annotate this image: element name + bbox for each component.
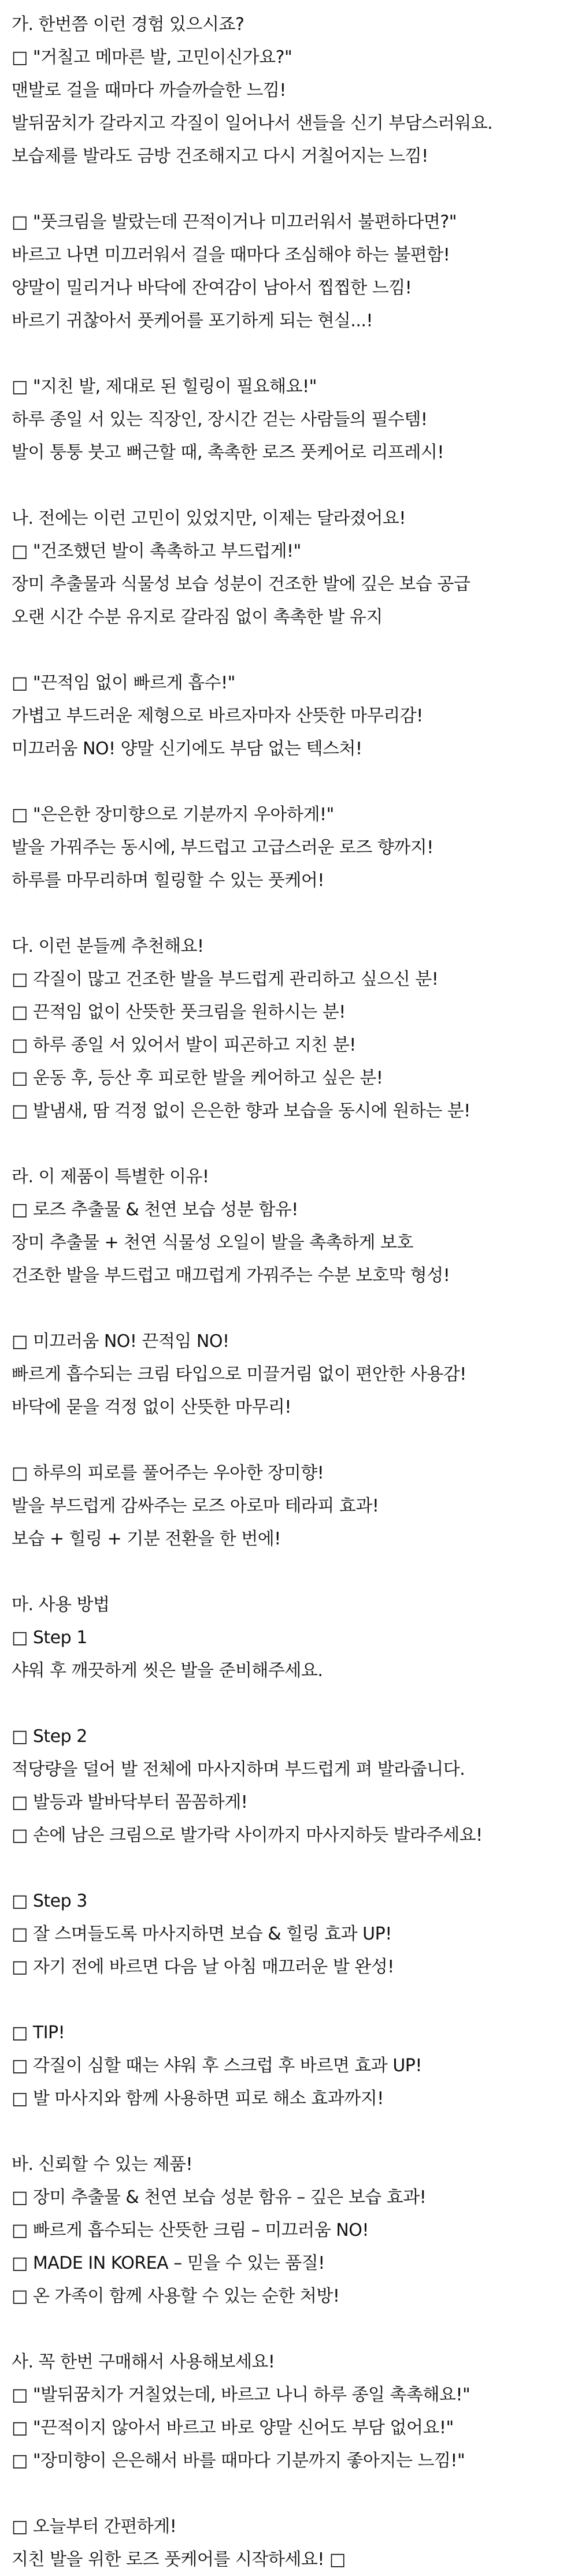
text-line: 바르기 귀찮아서 풋케어를 포기하게 되는 현실...! [12, 311, 373, 331]
blank-line [12, 337, 578, 370]
text-line: □ "지친 발, 제대로 된 힐링이 필요해요!" [12, 377, 317, 397]
text-line: □ Step 2 [12, 1726, 87, 1747]
text-line: 양말이 밀리거나 바닥에 잔여감이 남아서 찝찝한 느낌! [12, 278, 412, 298]
text-line: 장미 추출물 + 천연 식물성 오일이 발을 촉촉하게 보호 [12, 1233, 414, 1253]
text-line: □ 자기 전에 바르면 다음 날 아침 매끄러운 발 완성! [12, 1957, 394, 1977]
text-line: 발뒤꿈치가 갈라지고 각질이 일어나서 샌들을 신기 부담스러워요. [12, 113, 493, 133]
text-line: □ 끈적임 없이 산뜻한 풋크림을 원하시는 분! [12, 1002, 346, 1022]
text-line: □ 빠르게 흡수되는 산뜻한 크림 – 미끄러움 NO! [12, 2220, 369, 2240]
blank-line [12, 634, 578, 667]
blank-line [12, 765, 578, 798]
text-line: 하루를 마무리하며 힐링할 수 있는 풋케어! [12, 870, 324, 891]
text-line: □ "끈적이지 않아서 바르고 바로 양말 신어도 부담 없어요!" [12, 2418, 454, 2438]
blank-line [12, 1983, 578, 2016]
text-line: 가. 한번쯤 이런 경험 있으시죠? [12, 14, 244, 35]
text-line: □ 잘 스며들도록 마사지하면 보습 & 힐링 효과 UP! [12, 1924, 392, 1944]
blank-line [12, 1292, 578, 1325]
text-line: □ "발뒤꿈치가 거칠었는데, 바르고 나니 하루 종일 촉촉해요!" [12, 2385, 470, 2405]
blank-line [12, 173, 578, 206]
text-line: 발이 퉁퉁 붓고 뻐근할 때, 촉촉한 로즈 풋케어로 리프레시! [12, 442, 444, 463]
text-line: 가볍고 부드러운 제형으로 바르자마자 산뜻한 마무리감! [12, 706, 423, 726]
text-line: □ Step 1 [12, 1628, 87, 1648]
blank-line [12, 1555, 578, 1588]
blank-line [12, 1424, 578, 1457]
text-line: □ 로즈 추출물 & 천연 보습 성분 함유! [12, 1200, 298, 1220]
text-line: □ Step 3 [12, 1891, 87, 1911]
text-line: □ 발냄새, 땀 걱정 없이 은은한 향과 보습을 동시에 원하는 분! [12, 1101, 470, 1121]
text-line: □ MADE IN KOREA – 믿을 수 있는 품질! [12, 2253, 325, 2273]
text-line: □ "거칠고 메마른 발, 고민이신가요?" [12, 47, 292, 68]
text-line: □ "건조했던 발이 촉촉하고 부드럽게!" [12, 541, 301, 561]
blank-line [12, 1852, 578, 1885]
blank-line [12, 2477, 578, 2510]
blank-line [12, 469, 578, 502]
text-line: 미끄러움 NO! 양말 신기에도 부담 없는 텍스처! [12, 739, 362, 759]
text-line: □ 운동 후, 등산 후 피로한 발을 케어하고 싶은 분! [12, 1068, 383, 1088]
text-line: 발을 부드럽게 감싸주는 로즈 아로마 테라피 효과! [12, 1496, 379, 1516]
text-line: 라. 이 제품이 특별한 이유! [12, 1167, 209, 1187]
blank-line [12, 1127, 578, 1160]
blank-line [12, 897, 578, 930]
text-line: □ 장미 추출물 & 천연 보습 성분 함유 – 깊은 보습 효과! [12, 2187, 427, 2208]
text-line: 오랜 시간 수분 유지로 갈라짐 없이 촉촉한 발 유지 [12, 607, 383, 627]
text-line: □ "끈적임 없이 빠르게 흡수!" [12, 673, 235, 693]
text-line: □ "은은한 장미향으로 기분까지 우아하게!" [12, 805, 334, 825]
text-line: □ 손에 남은 크림으로 발가락 사이까지 마사지하듯 발라주세요! [12, 1825, 483, 1845]
text-line: □ 온 가족이 함께 사용할 수 있는 순한 처방! [12, 2286, 340, 2306]
text-line: □ 발 마사지와 함께 사용하면 피로 해소 효과까지! [12, 2089, 384, 2109]
text-line: 나. 전에는 이런 고민이 있었지만, 이제는 달라졌어요! [12, 508, 406, 528]
text-line: 건조한 발을 부드럽고 매끄럽게 가꿔주는 수분 보호막 형성! [12, 1265, 450, 1286]
text-line: 바. 신뢰할 수 있는 제품! [12, 2154, 193, 2175]
text-line: 마. 사용 방법 [12, 1595, 110, 1615]
text-line: □ 각질이 심할 때는 샤워 후 스크럽 후 바르면 효과 UP! [12, 2056, 422, 2076]
text-line: □ 각질이 많고 건조한 발을 부드럽게 관리하고 싶으신 분! [12, 969, 439, 989]
text-line: 발을 가꿔주는 동시에, 부드럽고 고급스러운 로즈 향까지! [12, 837, 433, 858]
text-line: □ TIP! [12, 2023, 65, 2043]
text-line: 다. 이런 분들께 추천해요! [12, 936, 204, 956]
text-line: 하루 종일 서 있는 직장인, 장시간 걷는 사람들의 필수템! [12, 410, 428, 430]
blank-line [12, 2115, 578, 2148]
text-line: □ 하루 종일 서 있어서 발이 피곤하고 지친 분! [12, 1035, 356, 1055]
text-line: □ 미끄러움 NO! 끈적임 NO! [12, 1331, 229, 1352]
text-line: 바닥에 묻을 걱정 없이 산뜻한 마무리! [12, 1397, 291, 1417]
text-line: □ 하루의 피로를 풀어주는 우아한 장미향! [12, 1463, 324, 1483]
text-line: 바르고 나면 미끄러워서 걸을 때마다 조심해야 하는 불편함! [12, 245, 450, 265]
text-line: 적당량을 덜어 발 전체에 마사지하며 부드럽게 펴 발라줍니다. [12, 1759, 465, 1780]
text-line: 맨발로 걸을 때마다 까슬까슬한 느낌! [12, 80, 286, 100]
text-line: 보습제를 발라도 금방 건조해지고 다시 거칠어지는 느낌! [12, 146, 428, 166]
blank-line [12, 1687, 578, 1720]
text-line: 지친 발을 위한 로즈 풋케어를 시작하세요! □ [12, 2549, 346, 2570]
text-line: 샤워 후 깨끗하게 씻은 발을 준비해주세요. [12, 1661, 323, 1681]
text-line: □ 오늘부터 간편하게! [12, 2517, 177, 2537]
text-line: □ "풋크림을 발랐는데 끈적이거나 미끄러워서 불편하다면?" [12, 212, 457, 232]
blank-line [12, 2313, 578, 2346]
text-line: □ 발등과 발바닥부터 꼼꼼하게! [12, 1792, 248, 1812]
text-line: 사. 꼭 한번 구매해서 사용해보세요! [12, 2352, 275, 2372]
text-line: 보습 + 힐링 + 기분 전환을 한 번에! [12, 1529, 281, 1549]
text-line: 빠르게 흡수되는 크림 타입으로 미끌거림 없이 편안한 사용감! [12, 1364, 466, 1384]
text-line: 장미 추출물과 식물성 보습 성분이 건조한 발에 깊은 보습 공급 [12, 574, 470, 594]
text-line: □ "장미향이 은은해서 바를 때마다 기분까지 좋아지는 느낌!" [12, 2451, 465, 2471]
